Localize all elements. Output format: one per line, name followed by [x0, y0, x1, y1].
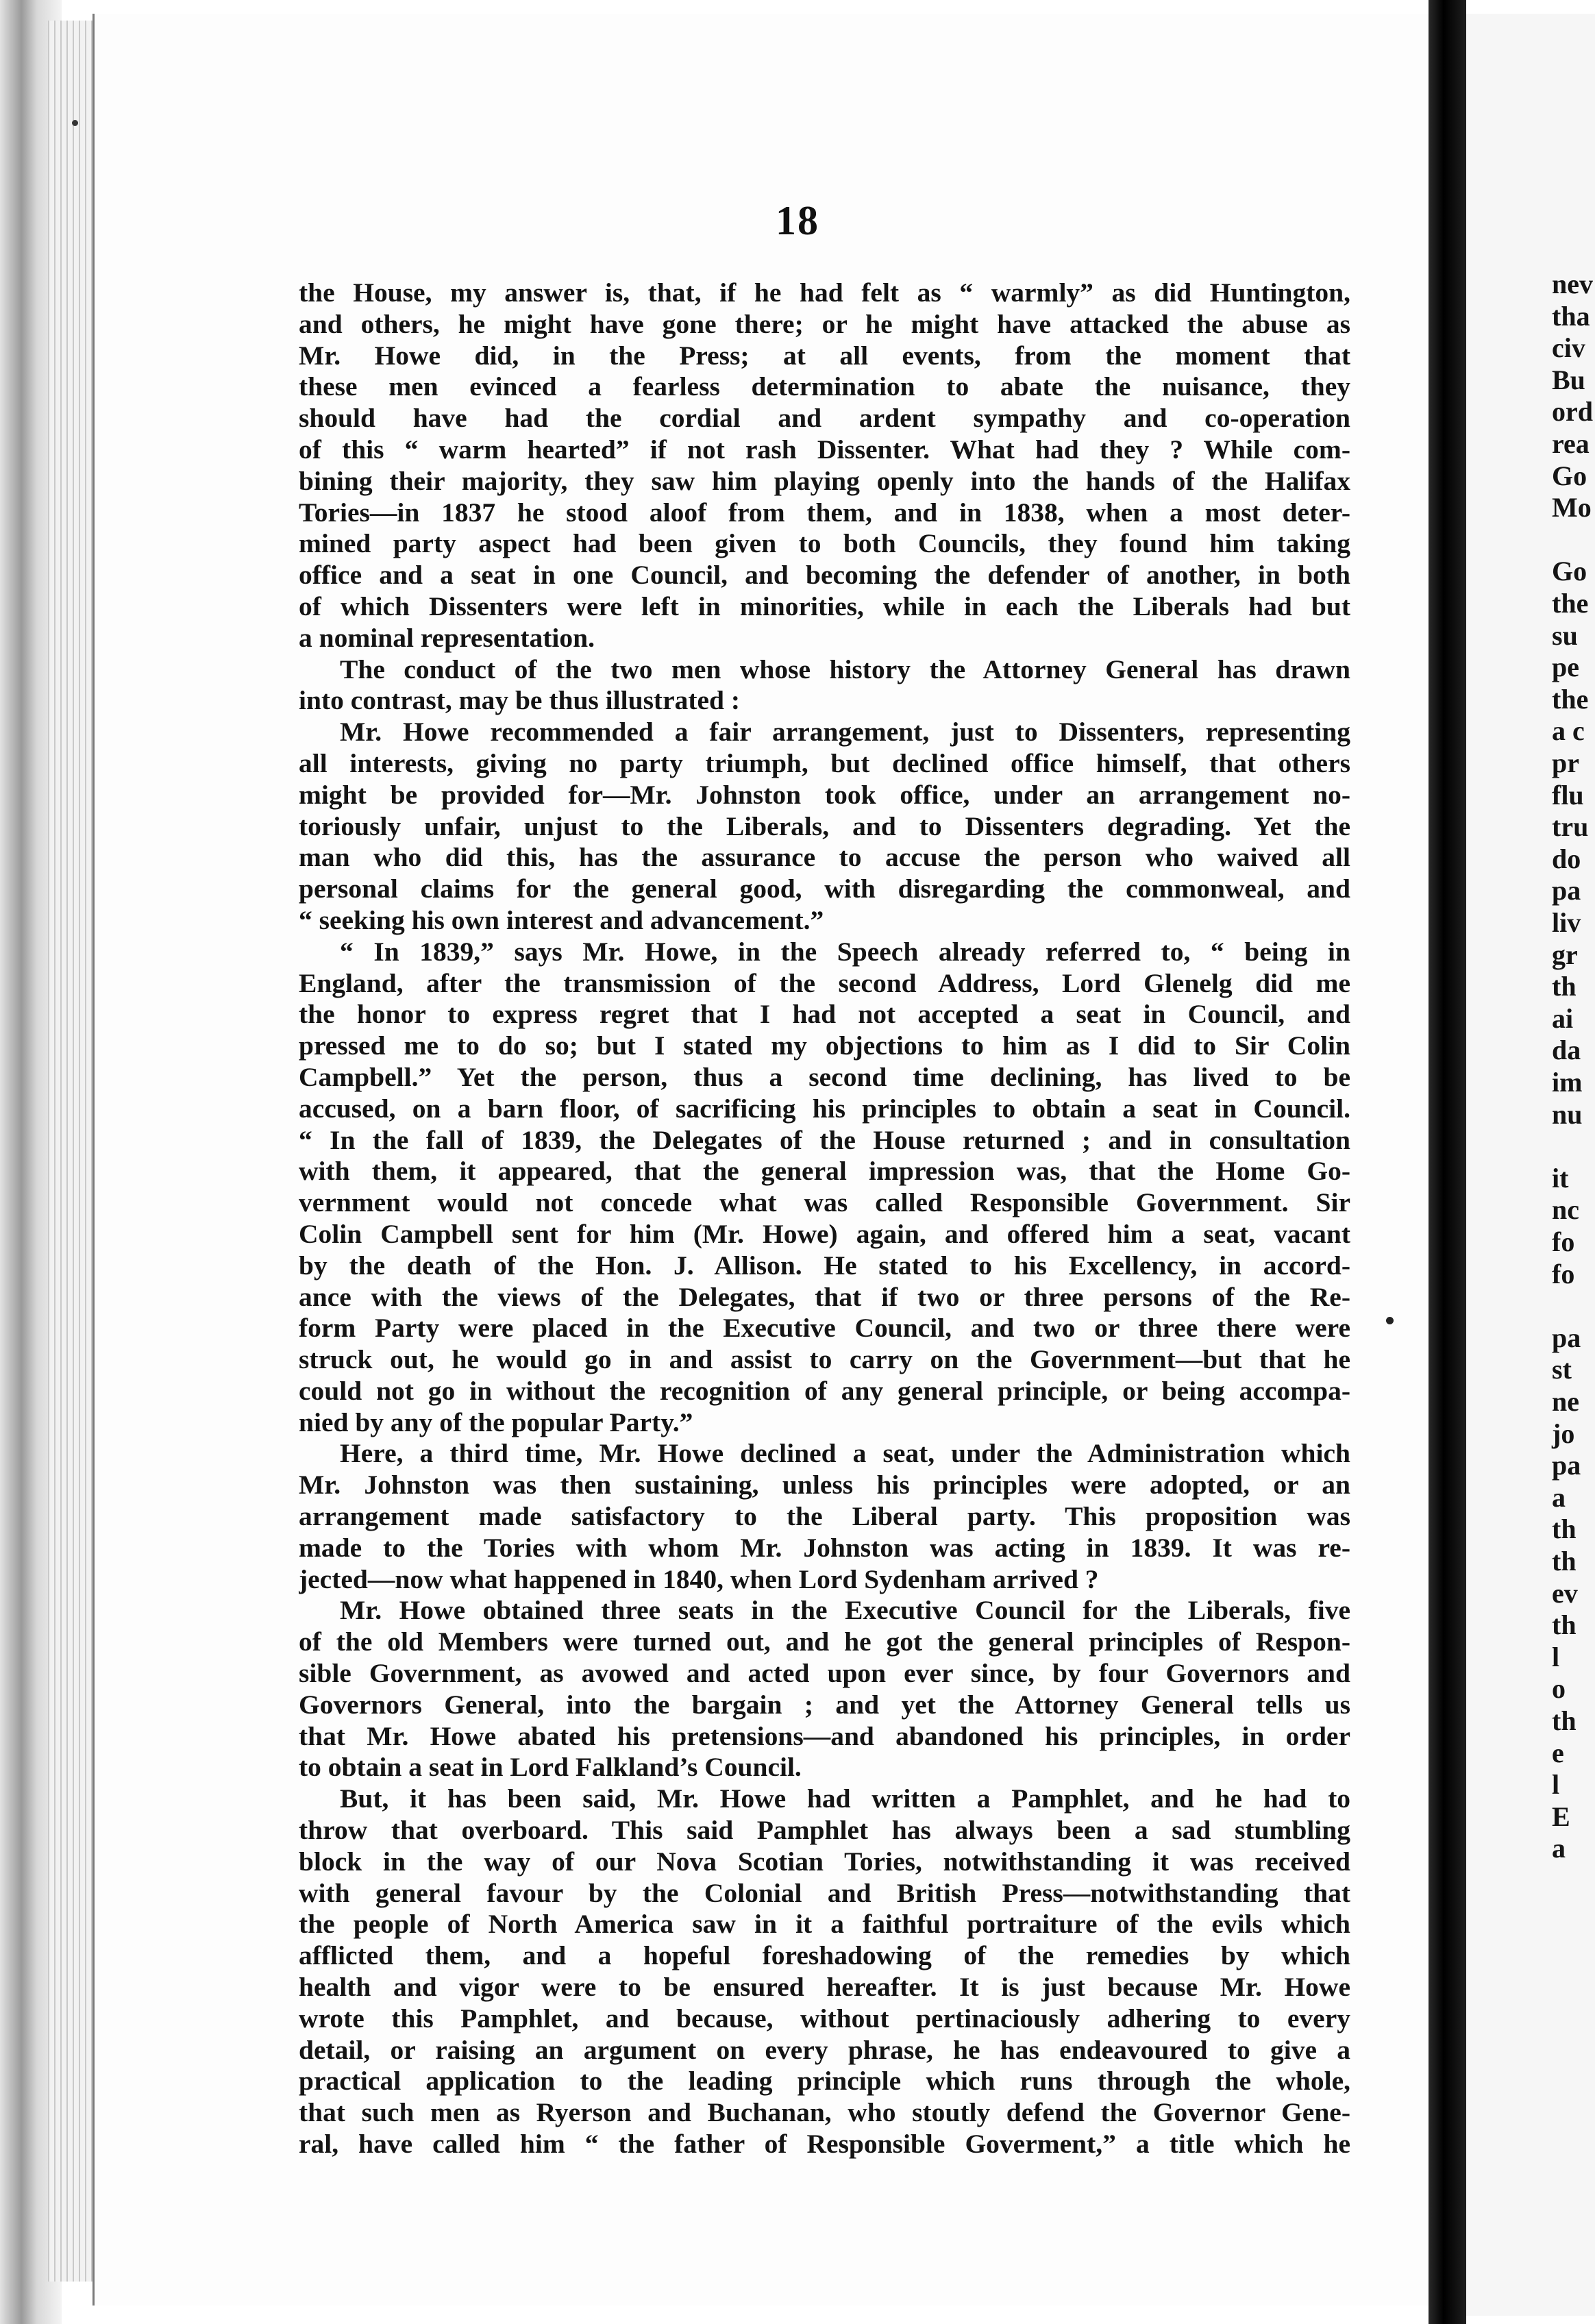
- text-line: Campbell.” Yet the person, thus a second time declining, has lived to be: [299, 1061, 1350, 1092]
- page-body-text: [299, 277, 1350, 2160]
- text-line: of the old Members were turned out, and he got the general principles of Respon-: [299, 1627, 1350, 1657]
- facing-page-word-fragment: fo: [1552, 1258, 1575, 1289]
- text-line: block in the way of our Nova Scotian Tories, notwithstanding it was received: [299, 1846, 1350, 1877]
- facing-page-word-fragment: Mo: [1552, 492, 1592, 523]
- text-line: jected—now what happened in 1840, when Lord Sydenham arrived ?: [299, 1563, 1099, 1594]
- text-line: the House, my answer is, that, if he had felt as “ warmly” as did Huntington,: [299, 277, 1350, 308]
- text-line: detail, or raising an argument on every phrase, he has endeavoured to give a: [299, 2034, 1350, 2065]
- facing-page-word-fragment: jo: [1552, 1418, 1575, 1449]
- text-line: “ seeking his own interest and advancement.”: [299, 904, 824, 935]
- facing-page-word-fragment: rea: [1552, 428, 1590, 459]
- page-number: 18: [776, 198, 819, 243]
- text-line: nied by any of the popular Party.”: [299, 1407, 693, 1437]
- text-line: vernment would not concede what was called Responsible Government. Sir: [299, 1187, 1350, 1218]
- text-line: Colin Campbell sent for him (Mr. Howe) again, and offered him a seat, vacant: [299, 1218, 1350, 1249]
- text-line: Mr. Howe recommended a fair arrangement, just to Dissenters, representing: [340, 717, 1350, 747]
- text-line: the honor to express regret that I had not accepted a seat in Council, and: [299, 999, 1350, 1030]
- page-edges: [48, 21, 96, 2282]
- text-line: Mr. Johnston was then sustaining, unless his principles were adopted, or an: [299, 1470, 1350, 1500]
- text-line: a nominal representation.: [299, 622, 595, 653]
- margin-mark: [72, 120, 78, 126]
- facing-page-word-fragment: l: [1552, 1769, 1560, 1801]
- facing-page-word-fragment: Go: [1552, 556, 1587, 587]
- text-line: bining their majority, they saw him playing openly into the hands of the Halifax: [299, 465, 1350, 496]
- text-line: that such men as Ryerson and Buchanan, who stoutly defend the Governor Gene-: [299, 2097, 1350, 2128]
- text-line: sible Government, as avowed and acted upon ever since, by four Governors and: [299, 1658, 1350, 1689]
- facing-page-word-fragment: nu: [1552, 1098, 1583, 1130]
- facing-page-word-fragment: l: [1552, 1641, 1560, 1672]
- facing-page-word-fragment: do: [1552, 843, 1581, 874]
- text-line: with general favour by the Colonial and British Press—notwithstanding that: [299, 1877, 1350, 1908]
- text-line: mined party aspect had been given to both Councils, they found him taking: [299, 528, 1350, 559]
- text-line: wrote this Pamphlet, and because, without pertinaciously adhering to every: [299, 2003, 1350, 2034]
- facing-page-word-fragment: pa: [1552, 875, 1581, 906]
- facing-page-word-fragment: pa: [1552, 1450, 1581, 1481]
- facing-page-word-fragment: ne: [1552, 1386, 1579, 1417]
- facing-page-fragment: [1466, 14, 1595, 2316]
- facing-page-word-fragment: tru: [1552, 811, 1589, 843]
- text-line: toriously unfair, unjust to the Liberals, and to Dissenters degrading. Yet the: [299, 811, 1350, 841]
- text-line: to obtain a seat in Lord Falkland’s Council.: [299, 1752, 802, 1783]
- facing-page-word-fragment: th: [1552, 1546, 1577, 1577]
- facing-page-word-fragment: tha: [1552, 300, 1590, 332]
- text-line: of which Dissenters were left in minorities, while in each the Liberals had but: [299, 591, 1350, 621]
- facing-page-word-fragment: th: [1552, 1513, 1577, 1545]
- book-gutter: [1429, 0, 1466, 2324]
- text-line: man who did this, has the assurance to accuse the person who waived all: [299, 842, 1350, 873]
- text-line: The conduct of the two men whose history the Attorney General has drawn: [340, 654, 1350, 684]
- facing-page-word-fragment: the: [1552, 588, 1589, 619]
- facing-page-word-fragment: th: [1552, 1609, 1577, 1641]
- text-line: ance with the views of the Delegates, that if two or three persons of the Re-: [299, 1281, 1350, 1312]
- facing-page-word-fragment: pa: [1552, 1322, 1581, 1353]
- text-line: and others, he might have gone there; or he might have attacked the abuse as: [299, 308, 1350, 339]
- facing-page-word-fragment: nev: [1552, 269, 1593, 299]
- facing-page-word-fragment: Go: [1552, 460, 1587, 491]
- facing-page-word-fragment: e: [1552, 1737, 1564, 1768]
- text-line: these men evinced a fearless determination to abate the nuisance, they: [299, 371, 1350, 402]
- facing-page-word-fragment: th: [1552, 1705, 1577, 1736]
- facing-page-word-fragment: gr: [1552, 939, 1578, 970]
- facing-page-word-fragment: th: [1552, 971, 1577, 1002]
- facing-page-word-fragment: liv: [1552, 907, 1581, 938]
- facing-page-word-fragment: nc: [1552, 1194, 1579, 1226]
- facing-page-word-fragment: su: [1552, 619, 1578, 651]
- text-line: office and a seat in one Council, and becoming the defender of another, in both: [299, 560, 1350, 591]
- text-line: that Mr. Howe abated his pretensions—and abandoned his principles, in order: [299, 1720, 1350, 1751]
- text-line: Mr. Howe did, in the Press; at all events, from the moment that: [299, 340, 1350, 371]
- facing-page-word-fragment: ord: [1552, 396, 1593, 428]
- facing-page-word-fragment: Bu: [1552, 364, 1585, 395]
- facing-page-word-fragment: a: [1552, 1481, 1566, 1513]
- text-line: ral, have called him “ the father of Responsible Goverment,” a title which he: [299, 2129, 1350, 2160]
- text-line: accused, on a barn floor, of sacrificing his principles to obtain a seat in Council.: [299, 1093, 1350, 1124]
- text-line: pressed me to do so; but I stated my objections to him as I did to Sir Colin: [299, 1030, 1350, 1061]
- facing-page-word-fragment: st: [1552, 1354, 1572, 1385]
- text-line: “ In the fall of 1839, the Delegates of the House returned ; and in consultation: [299, 1124, 1350, 1155]
- facing-page-word-fragment: im: [1552, 1067, 1583, 1098]
- text-line: the people of North America saw in it a faithful portraiture of the evils which: [299, 1909, 1350, 1940]
- facing-page-word-fragment: ai: [1552, 1002, 1574, 1034]
- text-line: Mr. Howe obtained three seats in the Executive Council for the Liberals, five: [340, 1595, 1350, 1626]
- text-line: form Party were placed in the Executive Council, and two or three there were: [299, 1313, 1350, 1344]
- stray-dot: [1386, 1317, 1394, 1324]
- facing-page-word-fragment: civ: [1552, 332, 1585, 364]
- facing-page-word-fragment: fo: [1552, 1226, 1575, 1257]
- text-line: struck out, he would go in and assist to carry on the Government—but that he: [299, 1344, 1350, 1375]
- text-line: England, after the transmission of the second Address, Lord Glenelg did me: [299, 967, 1350, 998]
- text-line: into contrast, may be thus illustrated :: [299, 685, 741, 716]
- text-line: could not go in without the recognition of any general principle, or being accompa-: [299, 1375, 1350, 1406]
- text-line: practical application to the leading principle which runs through the whole,: [299, 2066, 1350, 2097]
- facing-page-word-fragment: a c: [1552, 715, 1585, 747]
- text-line: “ In 1839,” says Mr. Howe, in the Speech already referred to, “ being in: [340, 936, 1350, 967]
- facing-page-word-fragment: pe: [1552, 652, 1579, 683]
- facing-page-word-fragment: E: [1552, 1801, 1570, 1832]
- text-line: Here, a third time, Mr. Howe declined a seat, under the Administration which: [340, 1438, 1350, 1469]
- text-line: health and vigor were to be ensured hereafter. It is just because Mr. Howe: [299, 1972, 1350, 2003]
- text-line: should have had the cordial and ardent sympathy and co-operation: [299, 403, 1350, 434]
- text-line: by the death of the Hon. J. Allison. He stated to his Excellency, in accord-: [299, 1250, 1350, 1281]
- text-line: But, it has been said, Mr. Howe had written a Pamphlet, and he had to: [340, 1783, 1350, 1814]
- facing-page-word-fragment: o: [1552, 1673, 1566, 1705]
- facing-page-word-fragment: ev: [1552, 1577, 1578, 1609]
- text-line: of this “ warm hearted” if not rash Dissenter. What had they ? While com-: [299, 434, 1350, 465]
- text-line: made to the Tories with whom Mr. Johnston was acting in 1839. It was re-: [299, 1532, 1350, 1563]
- facing-page-word-fragment: the: [1552, 683, 1589, 715]
- text-line: personal claims for the general good, with disregarding the commonweal, and: [299, 874, 1350, 904]
- text-line: might be provided for—Mr. Johnston took office, under an arrangement no-: [299, 779, 1350, 810]
- facing-page-word-fragment: pr: [1552, 747, 1579, 778]
- facing-page-word-fragment: flu: [1552, 779, 1584, 811]
- text-line: arrangement made satisfactory to the Liberal party. This proposition was: [299, 1501, 1350, 1532]
- text-line: Governors General, into the bargain ; and yet the Attorney General tells us: [299, 1689, 1350, 1720]
- text-line: throw that overboard. This said Pamphlet has always been a sad stumbling: [299, 1815, 1350, 1846]
- facing-page-word-fragment: a: [1552, 1833, 1566, 1864]
- facing-page-word-fragment: it: [1552, 1162, 1569, 1194]
- facing-page-word-fragment: da: [1552, 1035, 1581, 1066]
- text-line: all interests, giving no party triumph, but declined office himself, that others: [299, 747, 1350, 778]
- text-line: afflicted them, and a hopeful foreshadowing of the remedies by which: [299, 1940, 1350, 1971]
- text-line: with them, it appeared, that the general impression was, that the Home Go-: [299, 1156, 1350, 1187]
- text-line: Tories—in 1837 he stood aloof from them, and in 1838, when a most deter-: [299, 497, 1350, 528]
